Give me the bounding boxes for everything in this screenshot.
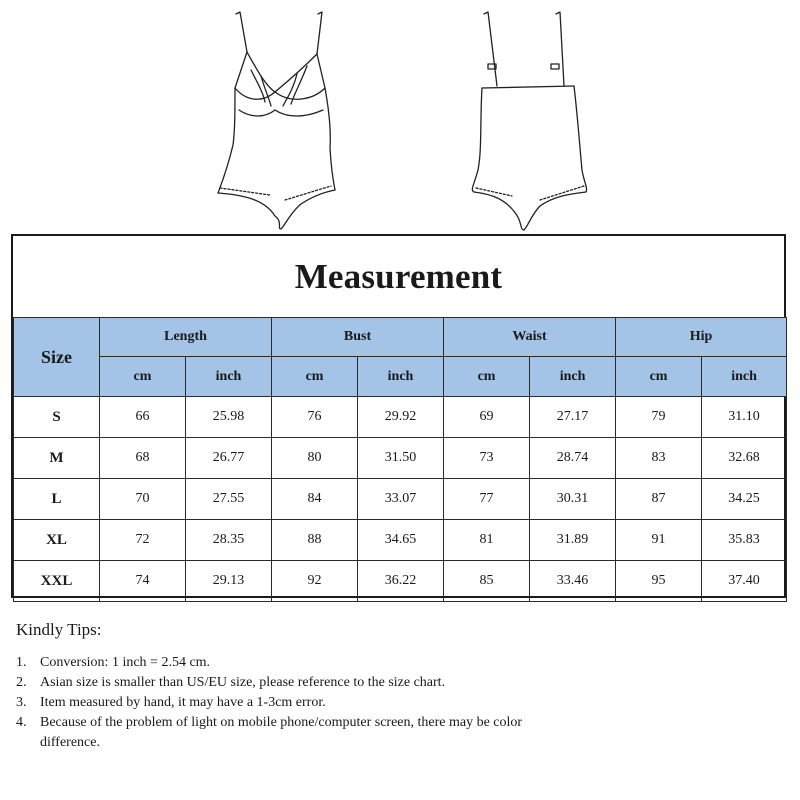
waist-group-header: Waist [444,318,616,357]
value-cell: 36.22 [358,561,444,602]
value-cell: 31.50 [358,438,444,479]
value-cell: 70 [100,479,186,520]
table-row [14,397,787,438]
value-cell: 88 [272,520,358,561]
value-cell: 30.31 [530,479,616,520]
value-cell: 26.77 [186,438,272,479]
tips-section [16,620,786,753]
list-item [16,653,786,673]
tip-text: Conversion: 1 inch = 2.54 cm. [40,655,211,670]
value-cell: 28.35 [186,520,272,561]
value-cell: 81 [444,520,530,561]
value-cell: 66 [100,397,186,438]
value-cell: 34.65 [358,520,444,561]
size-cell: XL [14,520,100,561]
value-cell: 87 [616,479,702,520]
value-cell: 29.92 [358,397,444,438]
value-cell: 27.55 [186,479,272,520]
value-cell: 32.68 [702,438,787,479]
value-cell: 74 [100,561,186,602]
size-column-header: Size [14,318,100,397]
value-cell: 95 [616,561,702,602]
value-cell: 77 [444,479,530,520]
list-item [16,713,786,753]
tip-number: 4. [16,715,27,730]
list-item [16,693,786,713]
value-cell: 69 [444,397,530,438]
value-cell: 85 [444,561,530,602]
value-cell: 79 [616,397,702,438]
tip-text: Because of the problem of light on mobile phone/computer screen, there may be color difference. [40,715,523,750]
value-cell: 92 [272,561,358,602]
bodysuit-front-illustration [205,0,345,235]
unit-header-inch: inch [358,357,444,397]
tips-list [16,653,786,753]
unit-header-inch: inch [702,357,787,397]
value-cell: 35.83 [702,520,787,561]
unit-header-cm: cm [444,357,530,397]
value-cell: 91 [616,520,702,561]
sheet-title: Measurement [294,256,503,296]
tip-text: Asian size is smaller than US/EU size, please reference to the size chart. [40,675,446,690]
size-cell: M [14,438,100,479]
tip-number: 2. [16,675,27,690]
table-row [14,520,787,561]
garment-illustrations [0,0,800,235]
list-item [16,673,786,693]
unit-header-cm: cm [100,357,186,397]
tip-number: 1. [16,655,27,670]
table-row [14,561,787,602]
value-cell: 25.98 [186,397,272,438]
value-cell: 29.13 [186,561,272,602]
value-cell: 31.89 [530,520,616,561]
table-row [14,479,787,520]
hip-group-header: Hip [616,318,787,357]
table-row [14,438,787,479]
value-cell: 76 [272,397,358,438]
unit-header-cm: cm [616,357,702,397]
bodysuit-back-illustration [460,0,600,235]
size-cell: S [14,397,100,438]
value-cell: 33.07 [358,479,444,520]
unit-header-cm: cm [272,357,358,397]
value-cell: 73 [444,438,530,479]
value-cell: 72 [100,520,186,561]
value-cell: 27.17 [530,397,616,438]
tips-title: Kindly Tips: [16,620,102,639]
size-cell: XXL [14,561,100,602]
value-cell: 28.74 [530,438,616,479]
value-cell: 84 [272,479,358,520]
measurement-sheet [11,234,786,598]
value-cell: 34.25 [702,479,787,520]
size-table [13,317,787,602]
size-cell: L [14,479,100,520]
unit-header-inch: inch [186,357,272,397]
value-cell: 31.10 [702,397,787,438]
tip-text: Item measured by hand, it may have a 1-3cm error. [40,695,326,710]
bust-group-header: Bust [272,318,444,357]
unit-header-inch: inch [530,357,616,397]
value-cell: 83 [616,438,702,479]
length-group-header: Length [100,318,272,357]
value-cell: 80 [272,438,358,479]
value-cell: 37.40 [702,561,787,602]
value-cell: 33.46 [530,561,616,602]
tip-number: 3. [16,695,27,710]
value-cell: 68 [100,438,186,479]
